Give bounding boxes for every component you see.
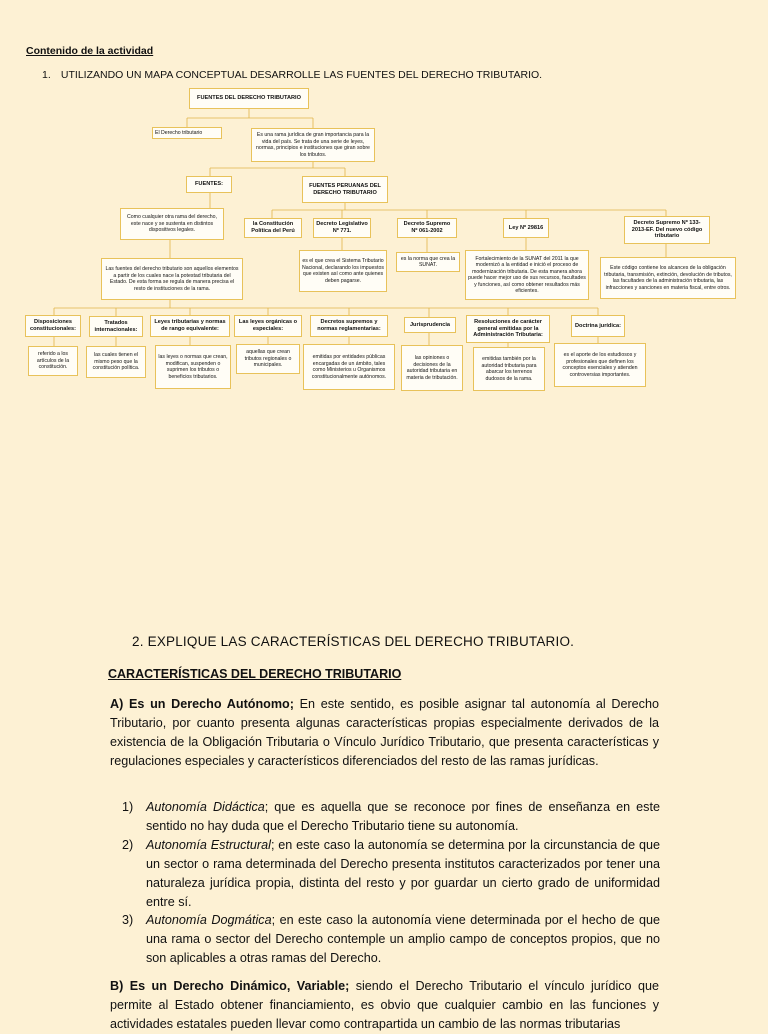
map-resol-node: Resoluciones de carácter general emitidas por la Administración Tributaria: xyxy=(466,315,550,343)
map-trat-node: Tratados internacionales: xyxy=(89,316,143,337)
map-leyes-node: Leyes tributarias y normas de rango equivalente: xyxy=(150,315,230,337)
activity-content-heading: Contenido de la actividad xyxy=(26,45,154,57)
map-como-cualquier-node: Como cualquier otra rama del derecho, este nace y se sustenta en distintos dispositivos legales. xyxy=(120,208,224,240)
paragraph-a-text: En este sentido, es posible asignar tal autonomía al Derecho Tributario, por cuanto presenta algunas características propias especialmente derivados de la existencia de la Obligación Tributaria o Vínculo Jurídico Tributario, que presenta características y regulaciones especiales y característicos diferenciados del resto de las ramas jurídicas. xyxy=(110,697,659,768)
list-item-term: Autonomía Estructural xyxy=(146,838,271,852)
map-dsup2-desc-node: Este código contiene los alcances de la obligación tributaria, transmisión, extinción, devolución de tributos, las facultades de la administración tributaria, las infracciones y sanciones en materia fiscal, entre otros. xyxy=(600,257,736,299)
map-dsup2-node: Decreto Supremo Nº 133-2013-EF. Del nuevo código tributario xyxy=(624,216,710,244)
map-doctrina-desc-node: es el aporte de los estudiosos y profesionales que definen los conceptos esenciales y atienden controversias importantes. xyxy=(554,343,646,387)
list-item-term: Autonomía Dogmática xyxy=(146,913,272,927)
map-disp-node: Disposiciones constitucionales: xyxy=(25,315,81,337)
list-item xyxy=(122,911,660,968)
map-disp-desc-node: referido a los artículos de la constitución. xyxy=(28,346,78,376)
list-item-number: 1) xyxy=(122,800,134,814)
map-juris-node: Jurisprudencia xyxy=(404,317,456,333)
map-root-node: FUENTES DEL DERECHO TRIBUTARIO xyxy=(189,88,309,109)
list-item-text: ; en este caso la autonomía se determina por la circunstancia de que un sector o rama determinada del Derecho presenta institutos caracterizados por tener una naturaleza jurídica propia, distinta del resto y por guardar un cierto grado de uniformidad entre sí. xyxy=(146,838,660,909)
map-fuentes-node: FUENTES: xyxy=(186,176,232,193)
paragraph-b-label: B) Es un Derecho Dinámico, Variable; xyxy=(110,979,350,993)
paragraph-a-label: A) Es un Derecho Autónomo; xyxy=(110,697,294,711)
list-item-term: Autonomía Didáctica xyxy=(146,800,265,814)
map-dsup-node: Decreto Supremo Nº 061-2002 xyxy=(397,218,457,238)
characteristics-heading: CARACTERÍSTICAS DEL DERECHO TRIBUTARIO xyxy=(108,667,402,681)
map-las-fuentes-node: Las fuentes del derecho tributario son aquellos elementos a partir de los cuales nace la potestad tributaria del Estado. De esta forma se regula de manera precisa el resto de instituciones de la rama. xyxy=(101,258,243,300)
map-decretos-node: Decretos supremos y normas reglamentarias: xyxy=(310,315,388,337)
map-ley-node: Ley Nº 29816 xyxy=(503,218,549,238)
map-decretos-desc-node: emitidas por entidades públicas encargadas de un ámbito, tales como Ministerios u Organismos constitucionalmente autónomos. xyxy=(303,344,395,390)
map-organicas-desc-node: aquellas que crean tributos regionales o municipales. xyxy=(236,344,300,374)
map-trat-desc-node: las cuales tienen el mismo peso que la constitución política. xyxy=(86,346,146,378)
paragraph-b xyxy=(110,977,659,1034)
question-1-text: UTILIZANDO UN MAPA CONCEPTUAL DESARROLLE LAS FUENTES DEL DERECHO TRIBUTARIO. xyxy=(60,69,543,81)
map-doctrina-node: Doctrina jurídica: xyxy=(571,315,625,337)
list-item-number: 3) xyxy=(122,913,134,927)
paragraph-a xyxy=(110,695,659,771)
paragraph-b-text: siendo el Derecho Tributario el vínculo jurídico que permite al Estado obtener financiamiento, es obvio que cualquier cambio en las funciones y actividades estatales pueden llevar como contrapartida un cambio de las normas tributarias xyxy=(110,979,659,1031)
question-1-number: 1. xyxy=(42,69,51,81)
list-item-text: ; que es aquella que se reconoce por fines de enseñanza en este sentido no hay duda que el Derecho Tributario tiene su autonomía. xyxy=(146,800,660,833)
list-item-number: 2) xyxy=(122,838,134,852)
map-constitucion-node: la Constitución Política del Perú xyxy=(244,218,302,238)
map-dleg-node: Decreto Legislativo Nº 771. xyxy=(313,218,371,238)
map-resol-desc-node: emitidas también por la autoridad tributaria para abarcar los terrenos dudosos de la rama. xyxy=(473,347,545,391)
map-fuentes-peruanas-node: FUENTES PERUANAS DEL DERECHO TRIBUTARIO xyxy=(302,176,388,203)
map-dsup-desc-node: es la norma que crea la SUNAT. xyxy=(396,252,460,272)
map-juris-desc-node: las opiniones o decisiones de la autoridad tributaria en materia de tributación. xyxy=(401,345,463,391)
list-item xyxy=(122,798,660,836)
map-definition-node: Es una rama jurídica de gran importancia para la vida del país. Se trata de una serie de leyes, normas, principios e instituciones que giran sobre los tributos. xyxy=(251,128,375,162)
list-item xyxy=(122,836,660,912)
question-2: 2. EXPLIQUE LAS CARACTERÍSTICAS DEL DERECHO TRIBUTARIO. xyxy=(132,634,575,649)
list-item-text: ; en este caso la autonomía viene determinada por el hecho de que una rama o sector del Derecho contemple un amplio campo de conceptos propios, que no son aplicables a otras ramas del Derecho. xyxy=(146,913,661,965)
map-derecho-node: El Derecho tributario xyxy=(152,127,222,139)
map-organicas-node: Las leyes orgánicas o especiales: xyxy=(234,315,302,337)
map-leyes-desc-node: las leyes o normas que crean, modifican, suspenden o suprimen los tributos o beneficios tributarios. xyxy=(155,345,231,389)
map-dleg-desc-node: es el que crea el Sistema Tributario Nacional, declarando los impuestos que existen así como ante quienes deben pagarse. xyxy=(299,250,387,292)
map-ley-desc-node: Fortalecimiento de la SUNAT del 2011 la que modernizó a la entidad e inició el proceso de modernización tributaria. De esta manera ahora puede hacer mejor uso de sus recursos, facultades y funciones, así como obtener resultados más eficientes. xyxy=(465,250,589,300)
